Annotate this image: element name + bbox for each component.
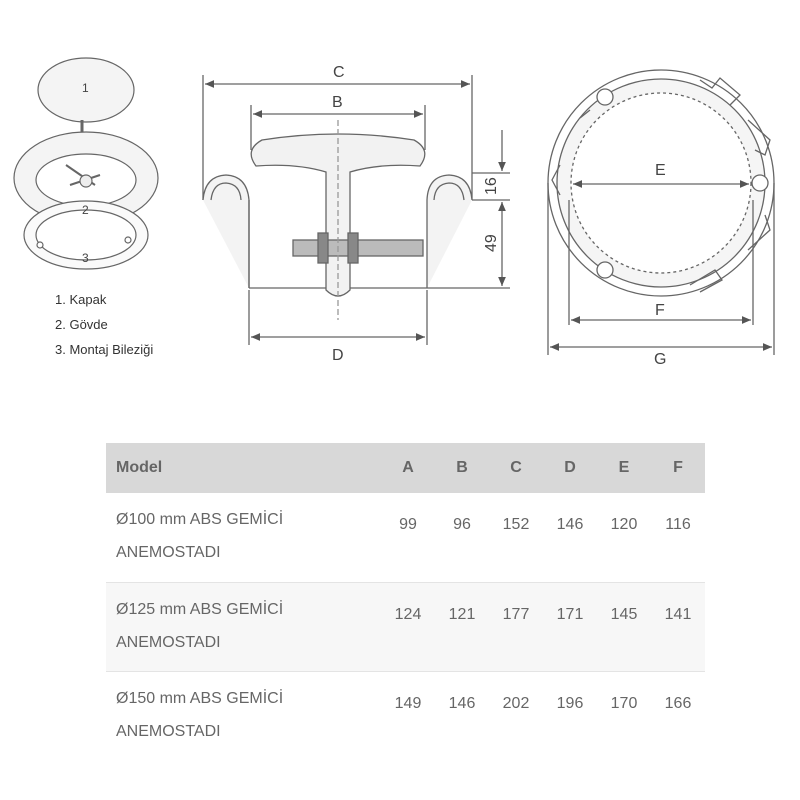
value-d: 171	[556, 605, 584, 623]
value-a: 99	[399, 516, 417, 533]
value-b: 96	[453, 516, 471, 533]
model-cell	[106, 671, 381, 760]
dim-label-d: D	[332, 347, 344, 364]
header-b: B	[456, 459, 468, 476]
legend-item-cap: 1. Kapak	[55, 292, 107, 307]
model-name-line2: ANEMOSTADI	[116, 633, 221, 651]
table-header-row	[106, 443, 705, 493]
callout-2: 2	[82, 203, 89, 217]
value-a: 149	[394, 694, 422, 712]
model-name-line2: ANEMOSTADI	[116, 544, 221, 561]
header-e: E	[618, 459, 630, 476]
value-e: 120	[610, 516, 638, 533]
model-name: Ø100 mm ABS GEMİCİ	[116, 511, 284, 528]
dim-label-f: F	[655, 302, 665, 319]
dim-label-c: C	[333, 64, 345, 81]
header-d: D	[564, 459, 576, 476]
table-row	[106, 493, 705, 582]
value-f: 141	[664, 605, 692, 623]
dim-label-b: B	[332, 94, 343, 111]
callout-3: 3	[82, 251, 89, 265]
model-name-line2: ANEMOSTADI	[116, 722, 221, 740]
value-e: 145	[610, 605, 638, 623]
dim-label-g: G	[654, 351, 667, 368]
dim-label-e: E	[655, 162, 666, 179]
model-cell	[106, 493, 381, 582]
side-section-view	[203, 75, 510, 345]
dim-label-16: 16	[483, 177, 500, 195]
value-c: 152	[502, 516, 530, 533]
model-cell	[106, 582, 381, 671]
value-b: 146	[448, 694, 476, 712]
legend-item-body: 2. Gövde	[55, 317, 108, 332]
value-b: 121	[448, 605, 476, 623]
dimensions-table	[106, 443, 705, 760]
callout-1: 1	[82, 81, 89, 95]
value-a: 124	[394, 605, 422, 623]
header-model: Model	[116, 459, 163, 476]
value-f: 166	[664, 694, 692, 712]
value-d: 146	[556, 516, 584, 533]
value-c: 202	[502, 694, 530, 712]
value-d: 196	[556, 694, 584, 712]
model-name: Ø150 mm ABS GEMİCİ	[116, 689, 284, 707]
table-row	[106, 671, 705, 760]
dim-label-49: 49	[483, 234, 500, 252]
table-row	[106, 582, 705, 671]
parts-legend	[55, 287, 153, 362]
legend-item-ring: 3. Montaj Bileziği	[55, 342, 154, 357]
value-e: 170	[610, 694, 638, 712]
header-f: F	[673, 459, 683, 476]
model-name: Ø125 mm ABS GEMİCİ	[116, 600, 284, 618]
header-c: C	[510, 459, 522, 476]
value-c: 177	[502, 605, 530, 623]
value-f: 116	[665, 516, 691, 533]
header-a: A	[402, 459, 414, 476]
